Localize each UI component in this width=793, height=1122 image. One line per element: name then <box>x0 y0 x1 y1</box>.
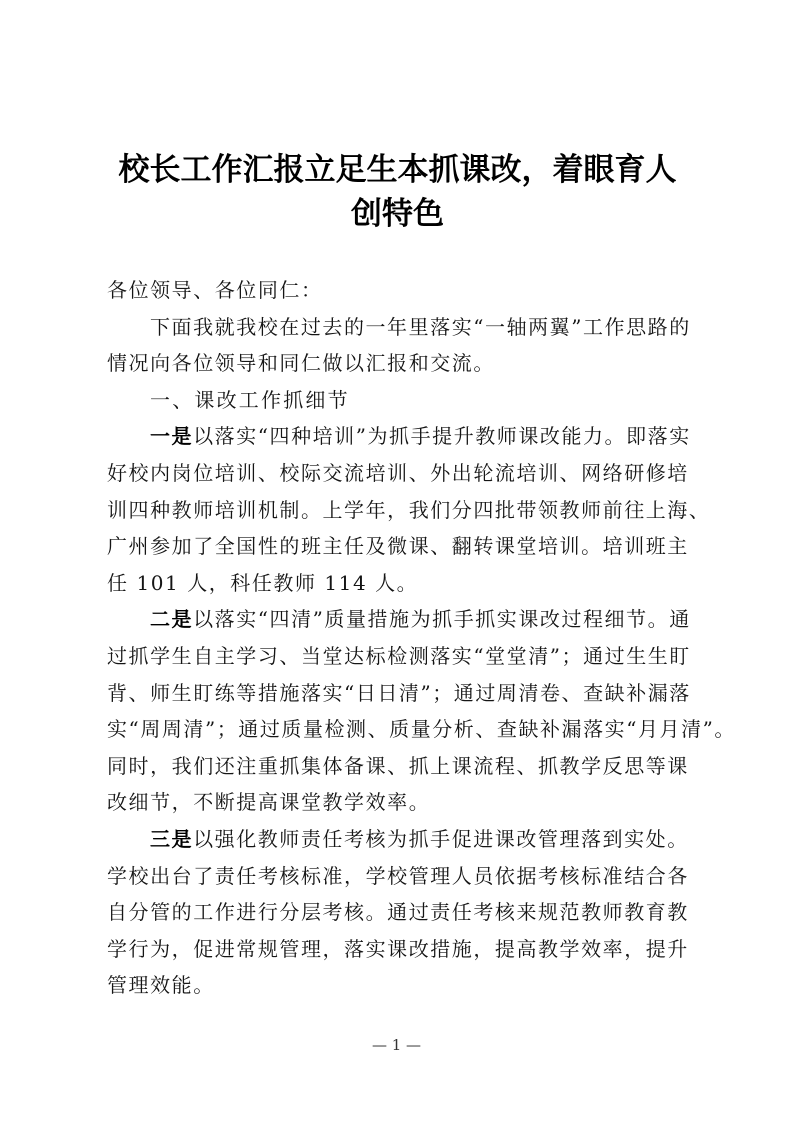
point2-text: 以落实“四清”质量措施为抓手抓实课改过程细节。通 <box>193 607 691 632</box>
salutation: 各位领导、各位同仁： <box>107 278 323 302</box>
point3-lead: 三是 <box>150 826 194 851</box>
section-heading-1: 一、课改工作抓细节 <box>150 387 350 412</box>
document-title <box>100 148 695 236</box>
point1-line-4: 广州参加了全国性的班主任及微课、翻转课堂培训。培训班主 <box>107 534 689 559</box>
point2-lead: 二是 <box>150 607 194 632</box>
point3-line-4: 学行为，促进常规管理，落实课改措施，提高教学效率，提升 <box>107 936 689 961</box>
point3-line-2: 学校出台了责任考核标准，学校管理人员依据考核标准结合各 <box>107 863 689 888</box>
point1-line-2: 好校内岗位培训、校际交流培训、外出轮流培训、网络研修培 <box>107 460 689 485</box>
point1-line-3: 训四种教师培训机制。上学年，我们分四批带领教师前往上海、 <box>107 497 711 522</box>
point1-text: 以落实“四种培训”为抓手提升教师课改能力。即落实 <box>193 424 691 449</box>
point1-lead: 一是 <box>150 424 194 449</box>
title-line-1: 校长工作汇报立足生本抓课改，着眼育人 <box>118 152 677 188</box>
point2-line-1 <box>107 601 691 638</box>
intro-line-2: 情况向各位领导和同仁做以汇报和交流。 <box>107 351 495 376</box>
point1-line-5: 任 101 人，科任教师 114 人。 <box>107 570 419 595</box>
point1-line-1 <box>107 418 691 455</box>
point3-text: 以强化教师责任考核为抓手促进课改管理落到实处。 <box>193 826 689 851</box>
point3-line-3: 自分管的工作进行分层考核。通过责任考核来规范教师教育教 <box>107 900 689 925</box>
point3-line-1 <box>107 821 691 858</box>
intro-line-1: 下面我就我校在过去的一年里落实“一轴两翼”工作思路的 <box>150 314 691 339</box>
point2-line-4: 实“周周清”；通过质量检测、质量分析、查缺补漏落实“月月清”。 <box>107 717 736 742</box>
point2-line-2: 过抓学生自主学习、当堂达标检测落实“堂堂清”；通过生生盯 <box>107 643 691 668</box>
point2-line-5: 同时，我们还注重抓集体备课、抓上课流程、抓教学反思等课 <box>107 753 689 778</box>
point2-line-3: 背、师生盯练等措施落实“日日清”；通过周清卷、查缺补漏落 <box>107 680 691 705</box>
point3-line-5: 管理效能。 <box>107 973 215 998</box>
title-line-2: 创特色 <box>351 196 444 232</box>
point2-line-6: 改细节，不断提高课堂教学效率。 <box>107 790 431 815</box>
page-number: — 1 — <box>371 1036 422 1054</box>
document-body <box>107 272 736 1004</box>
